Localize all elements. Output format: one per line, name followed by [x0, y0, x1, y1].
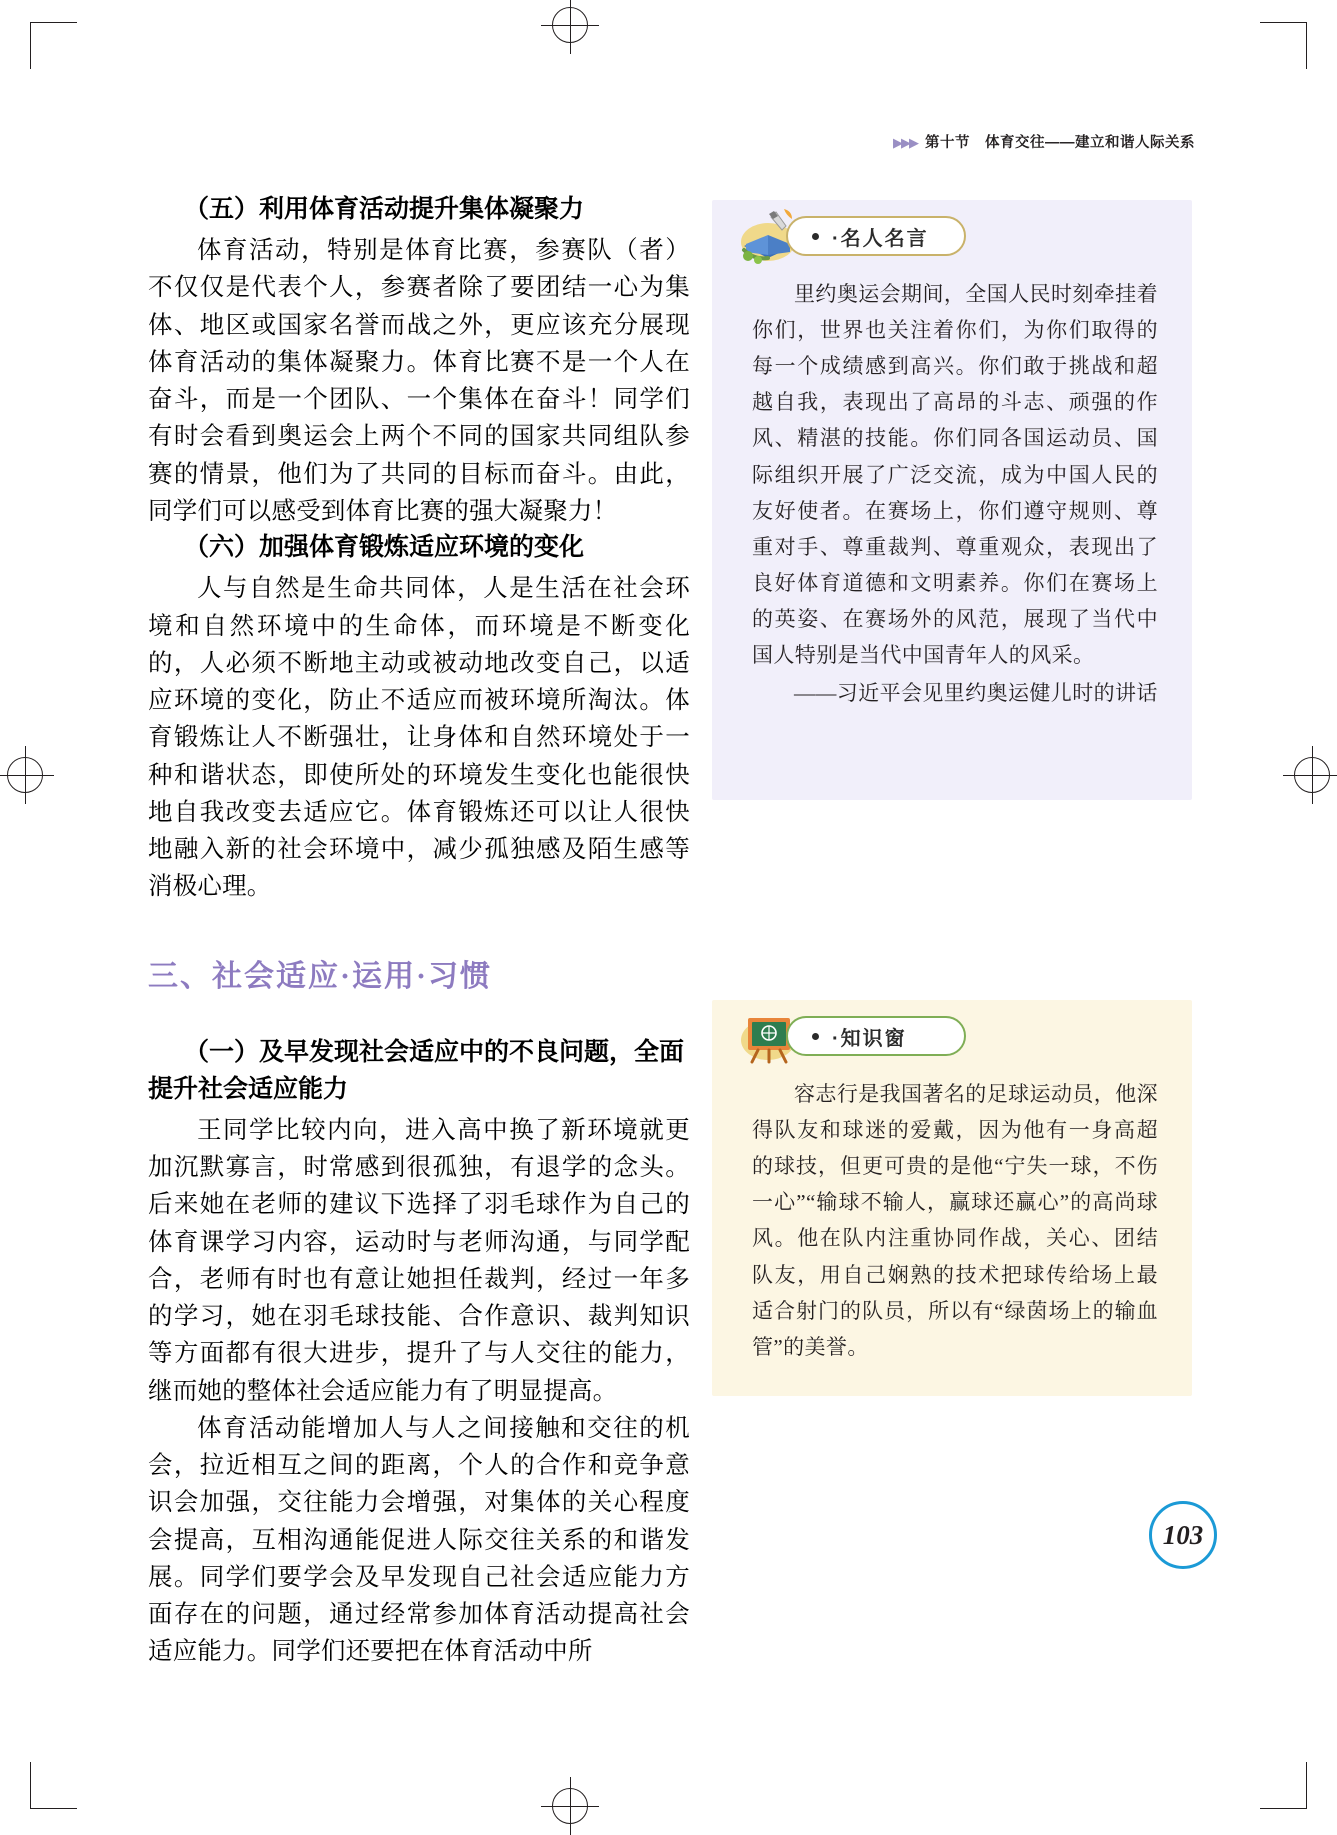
heading-subsection-one: （一）及早发现社会适应中的不良问题，全面提升社会适应能力	[148, 1039, 685, 1103]
label-dot-icon	[812, 233, 819, 240]
heading-section-six: （六）加强体育锻炼适应环境的变化	[184, 534, 585, 562]
registration-mark-top	[552, 7, 588, 43]
label-dot-icon	[812, 1033, 819, 1040]
section-heading-three: 三、社会适应·运用·习惯	[148, 960, 493, 994]
paragraph-one: 王同学比较内向，进入高中换了新环境就更加沉默寡言，时常感到很孤独，有退学的念头。后来她在老师的建议下选择了羽毛球作为自己的体育课学习内容，运动时与老师沟通，与同学配合，老师有时也有意让她担任裁判，经过一年多的学习，她在羽毛球技能、合作意识、裁判知识等方面都有很大进步，提升了与人交往的能力，继而她的整体社会适应能力有了明显提高。	[148, 1116, 690, 1405]
registration-mark-right	[1294, 757, 1330, 793]
knowledge-header	[712, 1000, 1192, 1074]
heading-section-five: （五）利用体育活动提升集体凝聚力	[184, 196, 585, 223]
knowledge-body	[712, 1074, 1192, 1387]
running-head	[893, 131, 1195, 152]
famous-quote-paragraph: 里约奥运会期间，全国人民时刻牵挂着你们，世界也关注着你们，为你们取得的每一个成绩感到高兴。你们敢于挑战和超越自我，表现出了高昂的斗志、顽强的作风、精湛的技能。你们同各国运动员、国际组织开展了广泛交流，成为中国人民的友好使者。在赛场上，你们遵守规则、尊重对手、尊重裁判、尊重观众，表现出了良好体育道德和文明素养。你们在赛场上的英姿、在赛场外的风范，展现了当代中国人特别是当代中国青年人的风采。	[752, 282, 1158, 668]
running-head-text: 第十节 体育交往——建立和谐人际关系	[925, 135, 1195, 151]
registration-mark-bottom	[552, 1788, 588, 1824]
famous-quote-attribution: ——习近平会见里约奥运健儿时的讲话	[794, 681, 1158, 706]
famous-quote-box	[712, 200, 1192, 800]
famous-quote-label-text: ·名人名言	[832, 227, 929, 250]
paragraph-two: 体育活动能增加人与人之间接触和交往的机会，拉近相互之间的距离，个人的合作和竞争意识会加强，交往能力会增强，对集体的关心程度会提高，互相沟通能促进人际交往关系的和谐发展。同学们要学会及早发现自己社会适应能力方面存在的问题，通过经常参加体育活动提高社会适应能力。同学们还要把在体育活动中所	[148, 1414, 690, 1666]
famous-quote-body	[712, 274, 1192, 733]
knowledge-paragraph: 容志行是我国著名的足球运动员，他深得队友和球迷的爱戴，因为他有一身高超的球技，但更可贵的是他“宁失一球，不伤一心”“输球不输人，赢球还赢心”的高尚球风。他在队内注重协同作战，关心、团结队友，用自己娴熟的技术把球传给场上最适合射门的队员，所以有“绿茵场上的输血管”的美誉。	[752, 1082, 1158, 1359]
knowledge-box	[712, 1000, 1192, 1396]
famous-quote-header	[712, 200, 1192, 274]
knowledge-label-text: ·知识窗	[832, 1027, 907, 1050]
paragraph-section-six: 人与自然是生命共同体，人是生活在社会环境和自然环境中的生命体，而环境是不断变化的，人必须不断地主动或被动地改变自己，以适应环境的变化，防止不适应而被环境所淘汰。体育锻炼让人不断强壮，让身体和自然环境处于一种和谐状态，即使所处的环境发生变化也能很快地自我改变去适应它。体育锻炼还可以让人很快地融入新的社会环境中，减少孤独感及陌生感等消极心理。	[148, 575, 690, 901]
registration-mark-left	[7, 757, 43, 793]
crop-mark-bottom-left	[30, 1762, 77, 1809]
knowledge-label	[786, 1016, 966, 1056]
crop-mark-bottom-right	[1260, 1762, 1307, 1809]
famous-quote-label	[786, 216, 966, 256]
triple-arrow-icon: ▶▶▶	[893, 135, 917, 150]
page-number: 103	[1149, 1501, 1217, 1569]
main-text-column	[148, 192, 690, 1671]
paragraph-section-five: 体育活动，特别是体育比赛，参赛队（者）不仅仅是代表个人，参赛者除了要团结一心为集体、地区或国家名誉而战之外，更应该充分展现体育活动的集体凝聚力。体育比赛不是一个人在奋斗，而是一个团队、一个集体在奋斗！同学们有时会看到奥运会上两个不同的国家共同组队参赛的情景，他们为了共同的目标而奋斗。由此，同学们可以感受到体育比赛的强大凝聚力！	[148, 237, 690, 525]
crop-mark-top-left	[30, 22, 77, 69]
crop-mark-top-right	[1260, 22, 1307, 69]
